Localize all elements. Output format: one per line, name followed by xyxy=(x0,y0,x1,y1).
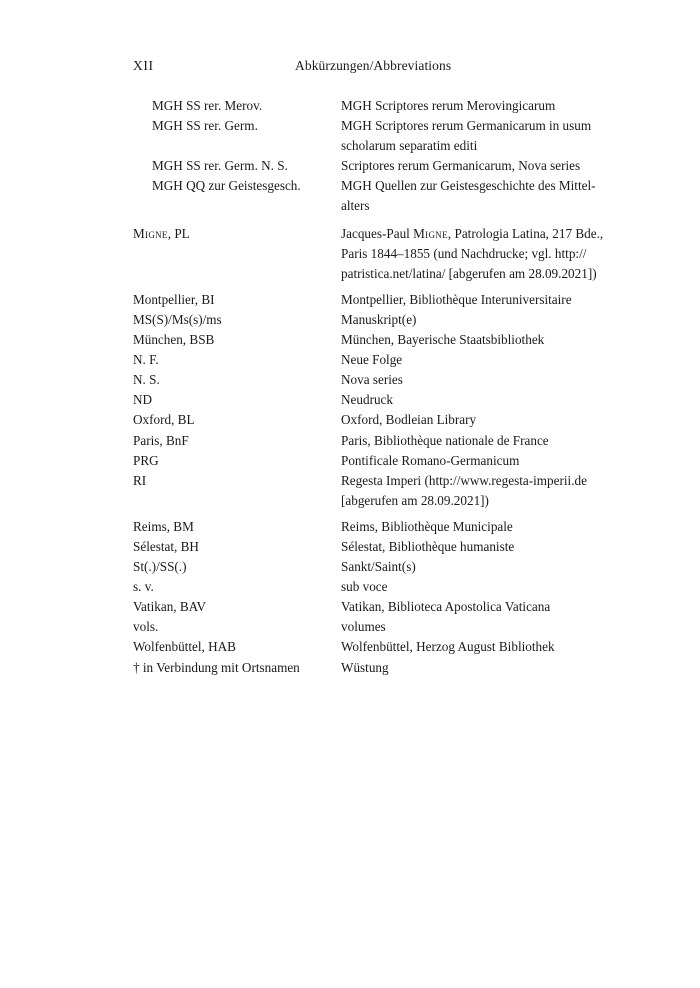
list-item xyxy=(133,431,653,451)
definition-line-3: patristica.net/latina/ [abgerufen am 28.09.2021]) xyxy=(341,265,597,281)
list-item xyxy=(133,658,653,678)
abbreviation-term: Sélestat, BH xyxy=(133,538,199,554)
definition-line-1-b: , Patrologia Latina, 217 Bde., xyxy=(447,225,604,241)
abbreviations-list xyxy=(133,96,653,678)
folio-number: XII xyxy=(133,58,154,73)
list-item xyxy=(133,390,653,410)
list-item xyxy=(133,290,653,310)
abbreviation-definition: Montpellier, Bibliothèque Interuniversitaire xyxy=(341,291,572,307)
list-item xyxy=(133,156,653,176)
definition-line-2: scholarum separatim editi xyxy=(341,138,478,154)
abbreviation-term xyxy=(133,224,341,244)
abbreviation-definition: Sélestat, Bibliothèque humaniste xyxy=(341,538,515,554)
abbreviation-definition: Vatikan, Biblioteca Apostolica Vaticana xyxy=(341,599,551,615)
list-item xyxy=(133,597,653,617)
abbreviation-definition xyxy=(341,116,653,156)
abbreviation-definition: Paris, Bibliothèque nationale de France xyxy=(341,432,549,448)
definition-smallcaps: Migne xyxy=(413,225,448,241)
definition-line-1: MGH Scriptores rerum Germanicarum in usum xyxy=(341,118,592,134)
definition-line-1: MGH Quellen zur Geistesgeschichte des Mittel- xyxy=(341,178,596,194)
abbreviation-term: N. S. xyxy=(133,372,160,388)
abbreviation-term: München, BSB xyxy=(133,332,215,348)
term-rest: , PL xyxy=(167,225,190,241)
abbreviation-term: Paris, BnF xyxy=(133,432,189,448)
abbreviation-term: Oxford, BL xyxy=(133,412,195,428)
abbreviation-term: MGH QQ zur Geistesgesch. xyxy=(152,178,301,194)
abbreviation-definition: München, Bayerische Staatsbibliothek xyxy=(341,332,545,348)
abbreviation-definition: Pontificale Romano-Germanicum xyxy=(341,452,520,468)
page-header xyxy=(133,58,573,78)
abbreviation-term: Wolfenbüttel, HAB xyxy=(133,639,236,655)
term-smallcaps: Migne xyxy=(133,225,168,241)
abbreviation-definition: Neudruck xyxy=(341,392,393,408)
abbreviation-definition: Reims, Bibliothèque Municipale xyxy=(341,518,513,534)
abbreviation-definition: Manuskript(e) xyxy=(341,311,417,327)
list-item xyxy=(133,224,653,284)
abbreviation-definition: Sankt/Saint(s) xyxy=(341,559,416,575)
abbreviation-definition: MGH Scriptores rerum Merovingicarum xyxy=(341,98,556,113)
list-item xyxy=(133,537,653,557)
abbreviation-term: Reims, BM xyxy=(133,518,194,534)
list-item xyxy=(133,330,653,350)
list-item xyxy=(133,96,653,116)
abbreviation-term: ND xyxy=(133,392,153,408)
abbreviation-term: MGH SS rer. Merov. xyxy=(152,98,263,113)
list-item xyxy=(133,451,653,471)
list-item xyxy=(133,410,653,430)
abbreviation-definition xyxy=(341,176,653,216)
list-item xyxy=(133,617,653,637)
abbreviation-definition: Nova series xyxy=(341,372,403,388)
abbreviation-definition: Neue Folge xyxy=(341,352,403,368)
abbreviation-definition xyxy=(341,224,653,284)
running-title: Abkürzungen/Abbreviations xyxy=(295,58,452,73)
abbreviation-definition: Oxford, Bodleian Library xyxy=(341,412,477,428)
abbreviation-definition: Scriptores rerum Germanicarum, Nova series xyxy=(341,158,581,174)
list-item xyxy=(133,370,653,390)
abbreviation-term: PRG xyxy=(133,452,159,468)
definition-line-2: [abgerufen am 28.09.2021]) xyxy=(341,492,489,508)
abbreviation-definition: volumes xyxy=(341,619,386,635)
abbreviation-term: Montpellier, BI xyxy=(133,291,215,307)
list-item xyxy=(133,557,653,577)
abbreviation-definition xyxy=(341,471,653,511)
definition-line-1: Regesta Imperi (http://www.regesta-imperii.de xyxy=(341,472,587,488)
abbreviation-term: vols. xyxy=(133,619,159,635)
abbreviation-term: St(.)/SS(.) xyxy=(133,559,187,575)
definition-line-2: Paris 1844–1855 (und Nachdrucke; vgl. http:// xyxy=(341,245,587,261)
abbreviation-term: † in Verbindung mit Ortsnamen xyxy=(133,659,300,675)
abbreviation-definition: Wolfenbüttel, Herzog August Bibliothek xyxy=(341,639,555,655)
abbreviation-term: N. F. xyxy=(133,352,159,368)
abbreviation-term: MGH SS rer. Germ. xyxy=(152,118,258,134)
definition-line-1-a: Jacques-Paul xyxy=(341,225,414,241)
list-item xyxy=(133,637,653,657)
list-item xyxy=(133,116,653,156)
list-item xyxy=(133,310,653,330)
abbreviation-term: Vatikan, BAV xyxy=(133,599,207,615)
abbreviation-term: RI xyxy=(133,472,147,488)
list-item xyxy=(133,517,653,537)
definition-line-2: alters xyxy=(341,198,370,214)
abbreviation-definition: Wüstung xyxy=(341,659,389,675)
abbreviation-definition: sub voce xyxy=(341,579,388,595)
spacer xyxy=(133,217,653,224)
list-item xyxy=(133,350,653,370)
abbreviation-term: MS(S)/Ms(s)/ms xyxy=(133,311,222,327)
abbreviation-term: s. v. xyxy=(133,579,154,595)
list-item xyxy=(133,577,653,597)
list-item xyxy=(133,176,653,216)
abbreviation-term: MGH SS rer. Germ. N. S. xyxy=(152,158,288,174)
list-item xyxy=(133,471,653,511)
